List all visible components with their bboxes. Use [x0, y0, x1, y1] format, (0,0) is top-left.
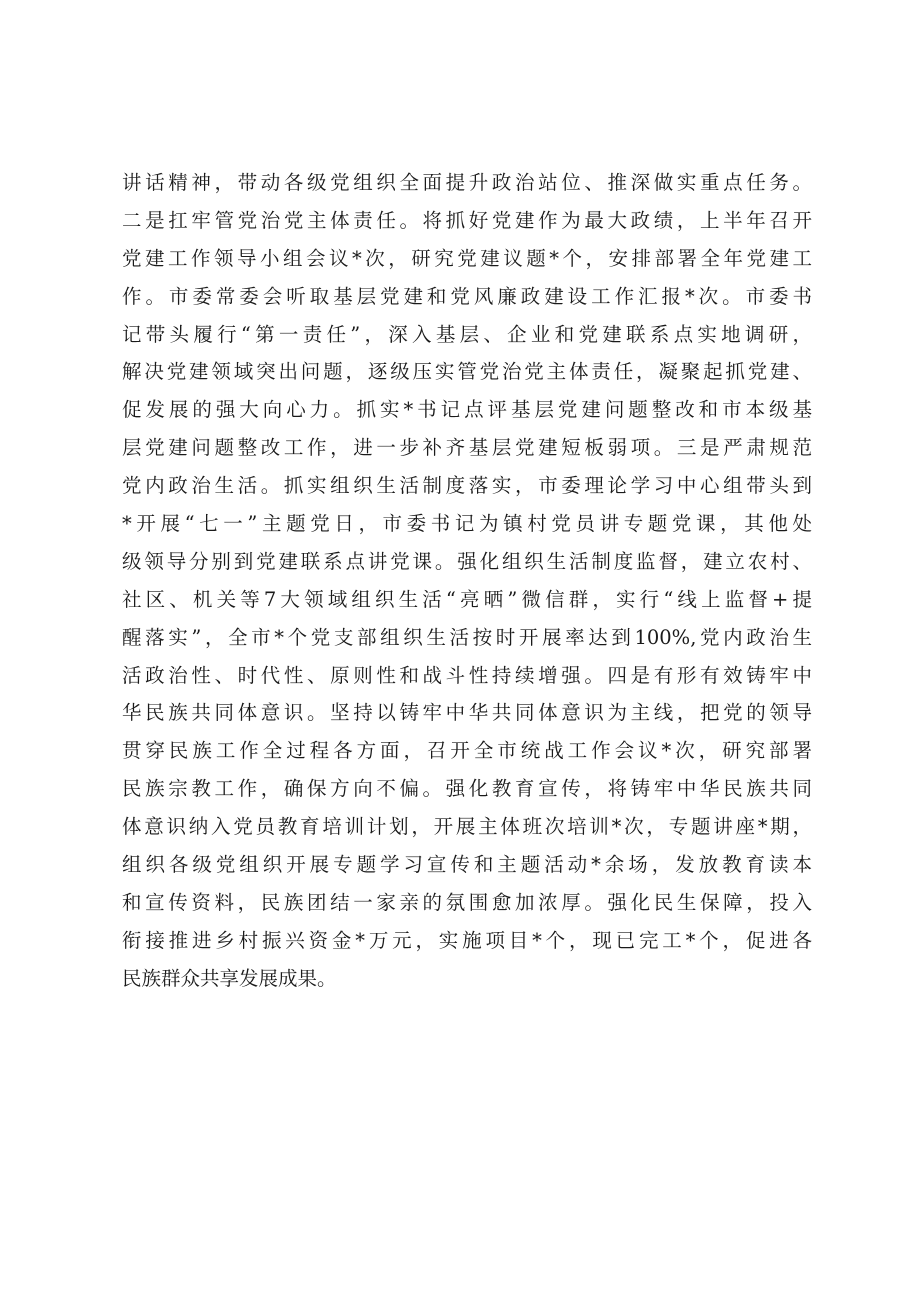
text-line: 民族宗教工作，确保方向不偏。强化教育宣传，将铸牢中华民族共同 — [122, 777, 812, 801]
text-line: 组织各级党组织开展专题学习宣传和主题活动*余场，发放教育读本 — [122, 853, 812, 877]
body-text — [122, 164, 812, 998]
text-line: 二是扛牢管党治党主体责任。将抓好党建作为最大政绩，上半年召开 — [122, 208, 812, 232]
text-line: 体意识纳入党员教育培训计划，开展主体班次培训*次，专题讲座*期， — [122, 815, 812, 839]
text-line: 记带头履行“第一责任”，深入基层、企业和党建联系点实地调研， — [122, 322, 812, 346]
text-line: 党建工作领导小组会议*次，研究党建议题*个，安排部署全年党建工 — [122, 246, 812, 270]
text-line: 衔接推进乡村振兴资金*万元，实施项目*个，现已完工*个，促进各 — [122, 928, 812, 952]
text-line: 作。市委常委会听取基层党建和党风廉政建设工作汇报*次。市委书 — [122, 284, 812, 308]
text-line: 民族群众共享发展成果。 — [122, 966, 337, 990]
text-line: 活政治性、时代性、原则性和战斗性持续增强。四是有形有效铸牢中 — [122, 663, 812, 687]
text-line: 贯穿民族工作全过程各方面，召开全市统战工作会议*次，研究部署 — [122, 739, 812, 763]
text-line: 华民族共同体意识。坚持以铸牢中华共同体意识为主线，把党的领导 — [122, 701, 812, 725]
text-line: 醒落实”，全市*个党支部组织生活按时开展率达到100%,党内政治生 — [122, 625, 812, 649]
text-line: 和宣传资料，民族团结一家亲的氛围愈加浓厚。强化民生保障，投入 — [122, 890, 812, 914]
text-line: 解决党建领域突出问题，逐级压实管党治党主体责任，凝聚起抓党建、 — [122, 360, 812, 384]
text-line: 层党建问题整改工作，进一步补齐基层党建短板弱项。三是严肃规范 — [122, 436, 812, 460]
text-line: 促发展的强大向心力。抓实*书记点评基层党建问题整改和市本级基 — [122, 398, 812, 422]
text-line: 党内政治生活。抓实组织生活制度落实，市委理论学习中心组带头到 — [122, 474, 812, 498]
text-line: 社区、机关等7大领域组织生活“亮晒”微信群，实行“线上监督+提 — [122, 587, 812, 611]
text-line: *开展“七一”主题党日，市委书记为镇村党员讲专题党课，其他处 — [122, 512, 812, 536]
text-line: 讲话精神，带动各级党组织全面提升政治站位、推深做实重点任务。 — [122, 171, 812, 194]
text-line: 级领导分别到党建联系点讲党课。强化组织生活制度监督，建立农村、 — [122, 549, 812, 573]
